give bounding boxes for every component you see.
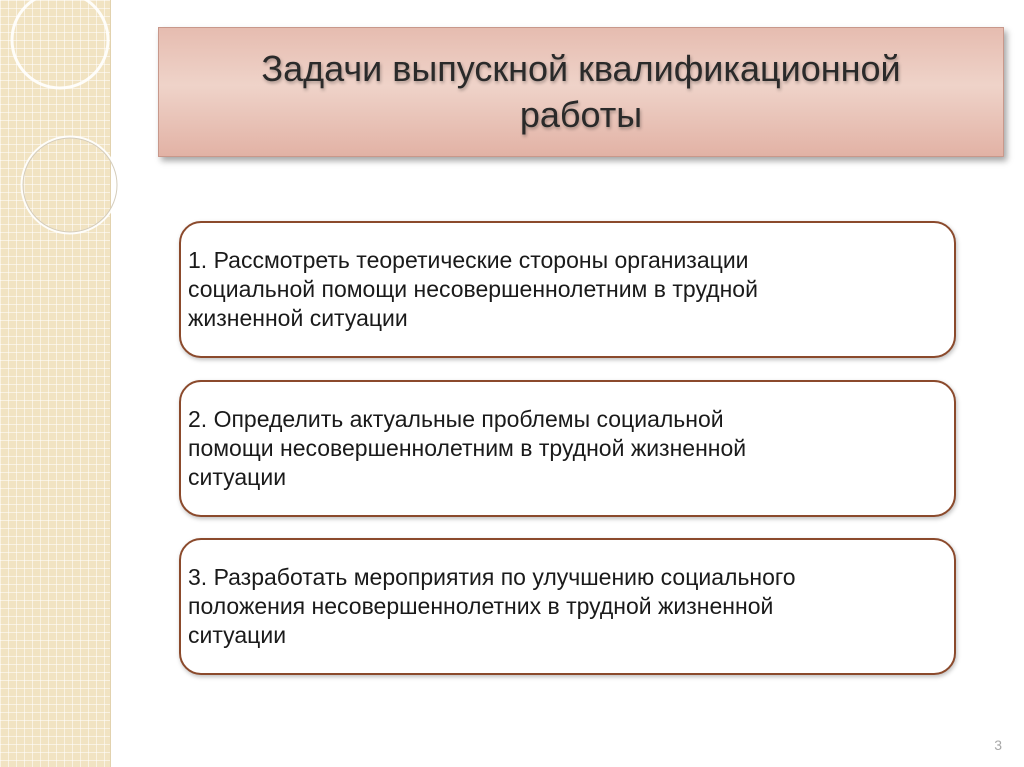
slide-title: Задачи выпускной квалификационной работы bbox=[261, 48, 901, 135]
title-banner bbox=[158, 27, 1004, 157]
task-text-2: 2. Определить актуальные проблемы социальной помощи несовершеннолетним в трудной жизненной ситуации bbox=[188, 406, 747, 490]
task-box-1 bbox=[179, 221, 956, 358]
task-box-3 bbox=[179, 538, 956, 675]
task-box-2 bbox=[179, 380, 956, 517]
decorative-rings bbox=[0, 0, 140, 260]
task-text-1: 1. Рассмотреть теоретические стороны организации социальной помощи несовершеннолетним в трудной жизненной ситуации bbox=[188, 247, 758, 331]
task-text-3: 3. Разработать мероприятия по улучшению социального положения несовершеннолетних в трудной жизненной ситуации bbox=[188, 564, 796, 648]
page-number: 3 bbox=[994, 737, 1002, 753]
